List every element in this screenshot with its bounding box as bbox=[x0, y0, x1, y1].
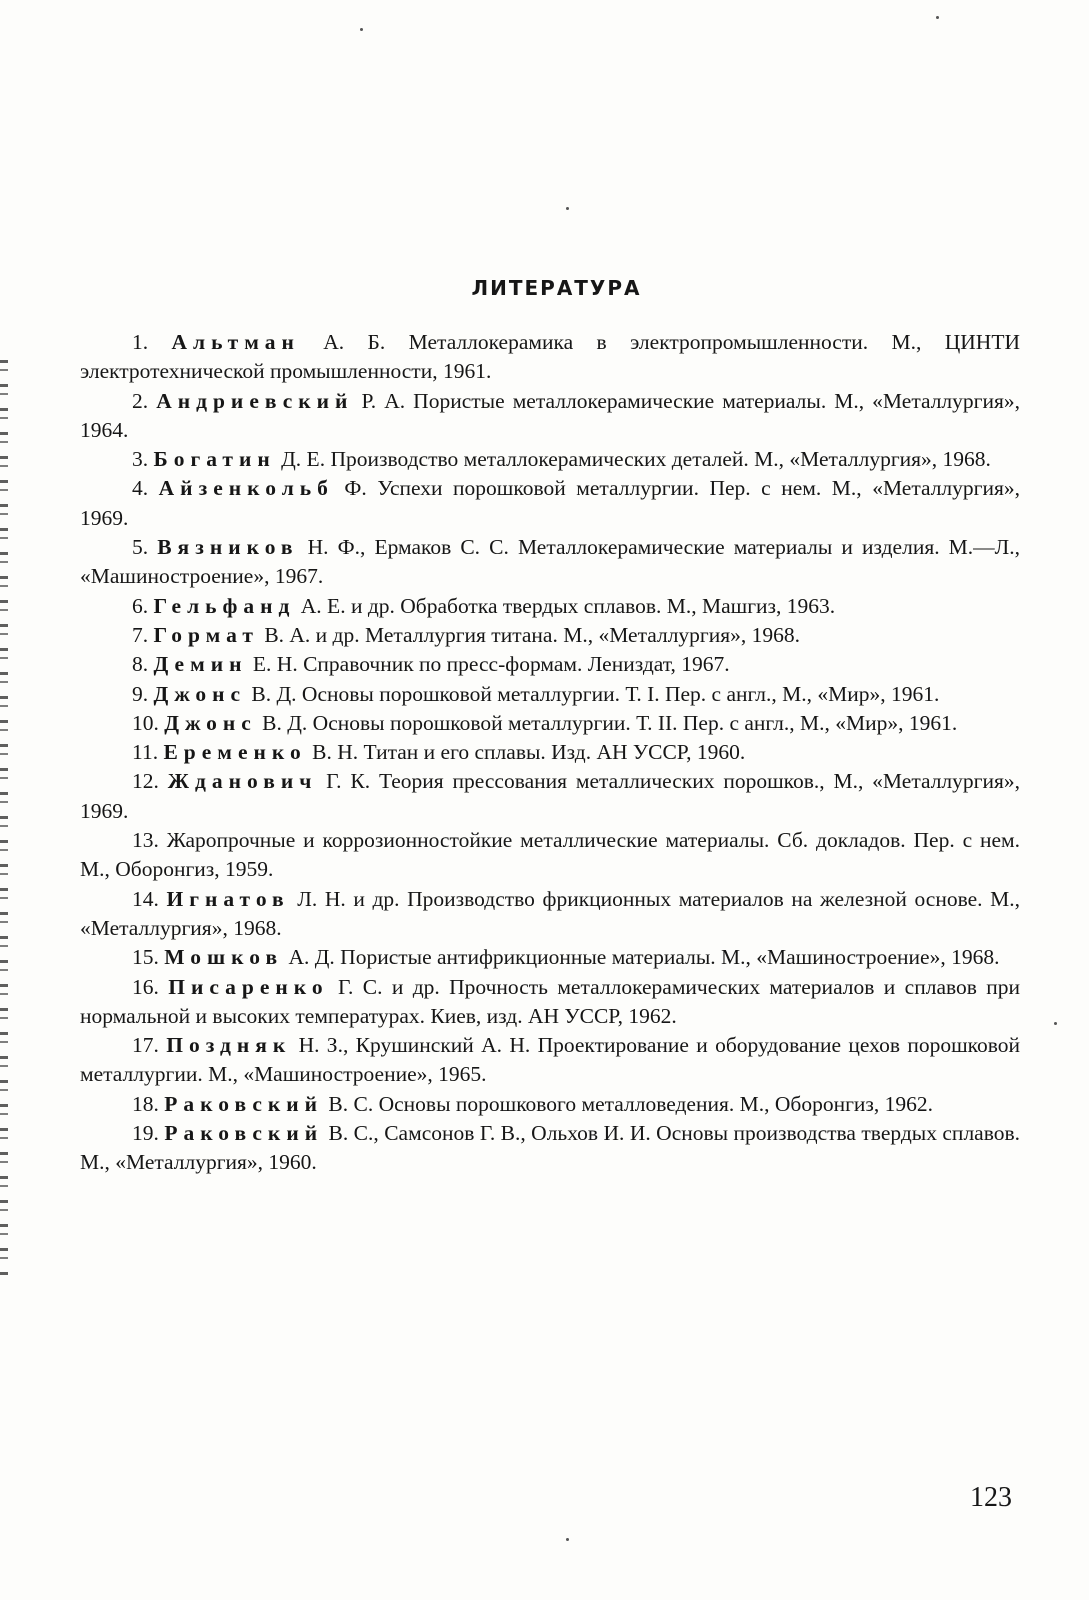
reference-entry bbox=[80, 1119, 1020, 1178]
reference-text: В. Д. Основы порошковой металлургии. Т. I. Пер. с англ., М., «Мир», 1961. bbox=[246, 681, 940, 706]
page-number: 123 bbox=[970, 1482, 1012, 1513]
reference-author: Раковский bbox=[164, 1121, 324, 1146]
reference-number: 18. bbox=[132, 1091, 165, 1116]
reference-text: А. Е. и др. Обработка твердых сплавов. М., Машгиз, 1963. bbox=[295, 593, 836, 618]
dust-speck bbox=[360, 28, 363, 31]
reference-author: Джонс bbox=[153, 681, 247, 706]
reference-entry bbox=[80, 767, 1020, 826]
reference-author: Альтман bbox=[171, 330, 300, 354]
reference-number: 17. bbox=[132, 1033, 167, 1058]
reference-entry bbox=[80, 885, 1020, 944]
reference-number: 12. bbox=[132, 769, 168, 794]
dust-speck bbox=[1054, 1022, 1057, 1025]
reference-text: Л. Н. и др. Производство фрикционных материалов на железной основе. М., «Металлургия», 1968. bbox=[80, 886, 1020, 940]
reference-text: В. А. и др. Металлургия титана. М., «Металлургия», 1968. bbox=[258, 622, 801, 647]
reference-number: 14. bbox=[132, 886, 167, 911]
reference-entry bbox=[80, 973, 1020, 1032]
page-title: ЛИТЕРАТУРА bbox=[471, 276, 642, 300]
reference-text: Н. Ф., Ермаков С. С. Металлокерамические материалы и изделия. М.—Л., «Машиностроение», 1967. bbox=[80, 535, 1021, 589]
reference-number: 8. bbox=[132, 652, 154, 677]
reference-text: Н. З., Крушинский А. Н. Проектирование и оборудование цехов порошковой металлургии. М., «Машиностроение», 1965. bbox=[80, 1033, 1021, 1087]
reference-author: Раковский bbox=[164, 1091, 324, 1116]
reference-entry bbox=[80, 445, 1020, 474]
reference-author: Писаренко bbox=[168, 974, 329, 999]
reference-entry bbox=[80, 621, 1020, 650]
reference-entry bbox=[80, 709, 1020, 738]
reference-author: Поздняк bbox=[166, 1033, 292, 1058]
reference-list bbox=[80, 328, 1020, 1178]
reference-number: 11. bbox=[132, 740, 164, 765]
reference-text: Е. Н. Справочник по пресс-формам. Лениздат, 1967. bbox=[247, 652, 730, 677]
reference-entry bbox=[80, 592, 1020, 621]
reference-number: 7. bbox=[132, 622, 154, 647]
reference-entry bbox=[80, 328, 1020, 387]
dust-speck bbox=[936, 16, 939, 19]
reference-text: В. Н. Титан и его сплавы. Изд. АН УССР, 1960. bbox=[306, 740, 746, 765]
reference-entry bbox=[80, 826, 1020, 885]
reference-number: 16. bbox=[132, 974, 169, 999]
reference-entry bbox=[80, 943, 1020, 972]
scan-edge-artifact bbox=[0, 360, 8, 1280]
reference-entry bbox=[80, 680, 1020, 709]
reference-text: Ф. Успехи порошковой металлургии. Пер. с нем. М., «Металлургия», 1969. bbox=[80, 476, 1021, 530]
reference-text: В. Д. Основы порошковой металлургии. Т. II. Пер. с англ., М., «Мир», 1961. bbox=[256, 710, 958, 735]
reference-author: Демин bbox=[153, 652, 248, 677]
reference-author: Гормат bbox=[153, 622, 259, 647]
reference-author: Мошков bbox=[164, 945, 284, 970]
reference-text: В. С. Основы порошкового металловедения. М., Оборонгиз, 1962. bbox=[323, 1091, 934, 1116]
reference-author: Игнатов bbox=[166, 886, 290, 911]
reference-number: 6. bbox=[132, 593, 154, 618]
reference-author: Андриевский bbox=[156, 388, 354, 413]
reference-number: 3. bbox=[132, 447, 154, 472]
reference-author: Вязников bbox=[157, 535, 299, 560]
reference-number: 1. bbox=[132, 330, 172, 354]
reference-entry bbox=[80, 738, 1020, 767]
reference-number: 4. bbox=[132, 476, 159, 501]
reference-entry bbox=[80, 1031, 1020, 1090]
reference-author: Еременко bbox=[163, 740, 307, 765]
dust-speck bbox=[566, 207, 569, 210]
reference-entry bbox=[80, 387, 1020, 446]
reference-text: А. Д. Пористые антифрикционные материалы. М., «Машиностроение», 1968. bbox=[283, 945, 1000, 970]
reference-author: Гельфанд bbox=[153, 593, 296, 618]
reference-entry bbox=[80, 650, 1020, 679]
reference-number: 2. bbox=[132, 388, 157, 413]
reference-author: Джонс bbox=[164, 710, 257, 735]
reference-text: В. С., Самсонов Г. В., Ольхов И. И. Основы производства твердых сплавов. М., «Металлургия», 1960. bbox=[80, 1121, 1020, 1175]
reference-author: Богатин bbox=[153, 447, 276, 472]
reference-text: А. Б. Металлокерамика в электропромышленности. М., ЦИНТИ электротехнической промышленности, 1961. bbox=[80, 330, 1020, 384]
reference-text: Д. Е. Производство металлокерамических деталей. М., «Металлургия», 1968. bbox=[275, 447, 991, 472]
reference-number: 15. bbox=[132, 945, 165, 970]
reference-text: Г. С. и др. Прочность металлокерамических материалов и сплавов при нормальной и высоких температурах. Киев, изд. АН УССР, 1962. bbox=[80, 974, 1021, 1028]
reference-entry bbox=[80, 533, 1020, 592]
dust-speck bbox=[566, 1538, 569, 1541]
reference-author: Айзенкольб bbox=[158, 476, 334, 501]
reference-number: 19. bbox=[132, 1121, 165, 1146]
reference-number: 13. bbox=[132, 828, 167, 853]
reference-text: Жаропрочные и коррозионностойкие металлические материалы. Сб. докладов. Пер. с нем. М., Оборонгиз, 1959. bbox=[80, 828, 1021, 882]
reference-entry bbox=[80, 1090, 1020, 1119]
reference-number: 5. bbox=[132, 535, 158, 560]
reference-entry bbox=[80, 474, 1020, 533]
reference-number: 10. bbox=[132, 710, 165, 735]
reference-author: Жданович bbox=[167, 769, 318, 794]
reference-number: 9. bbox=[132, 681, 154, 706]
reference-text: Г. К. Теория прессования металлических порошков., М., «Металлургия», 1969. bbox=[80, 769, 1020, 823]
reference-text: Р. А. Пористые металлокерамические материалы. М., «Металлургия», 1964. bbox=[80, 388, 1020, 442]
